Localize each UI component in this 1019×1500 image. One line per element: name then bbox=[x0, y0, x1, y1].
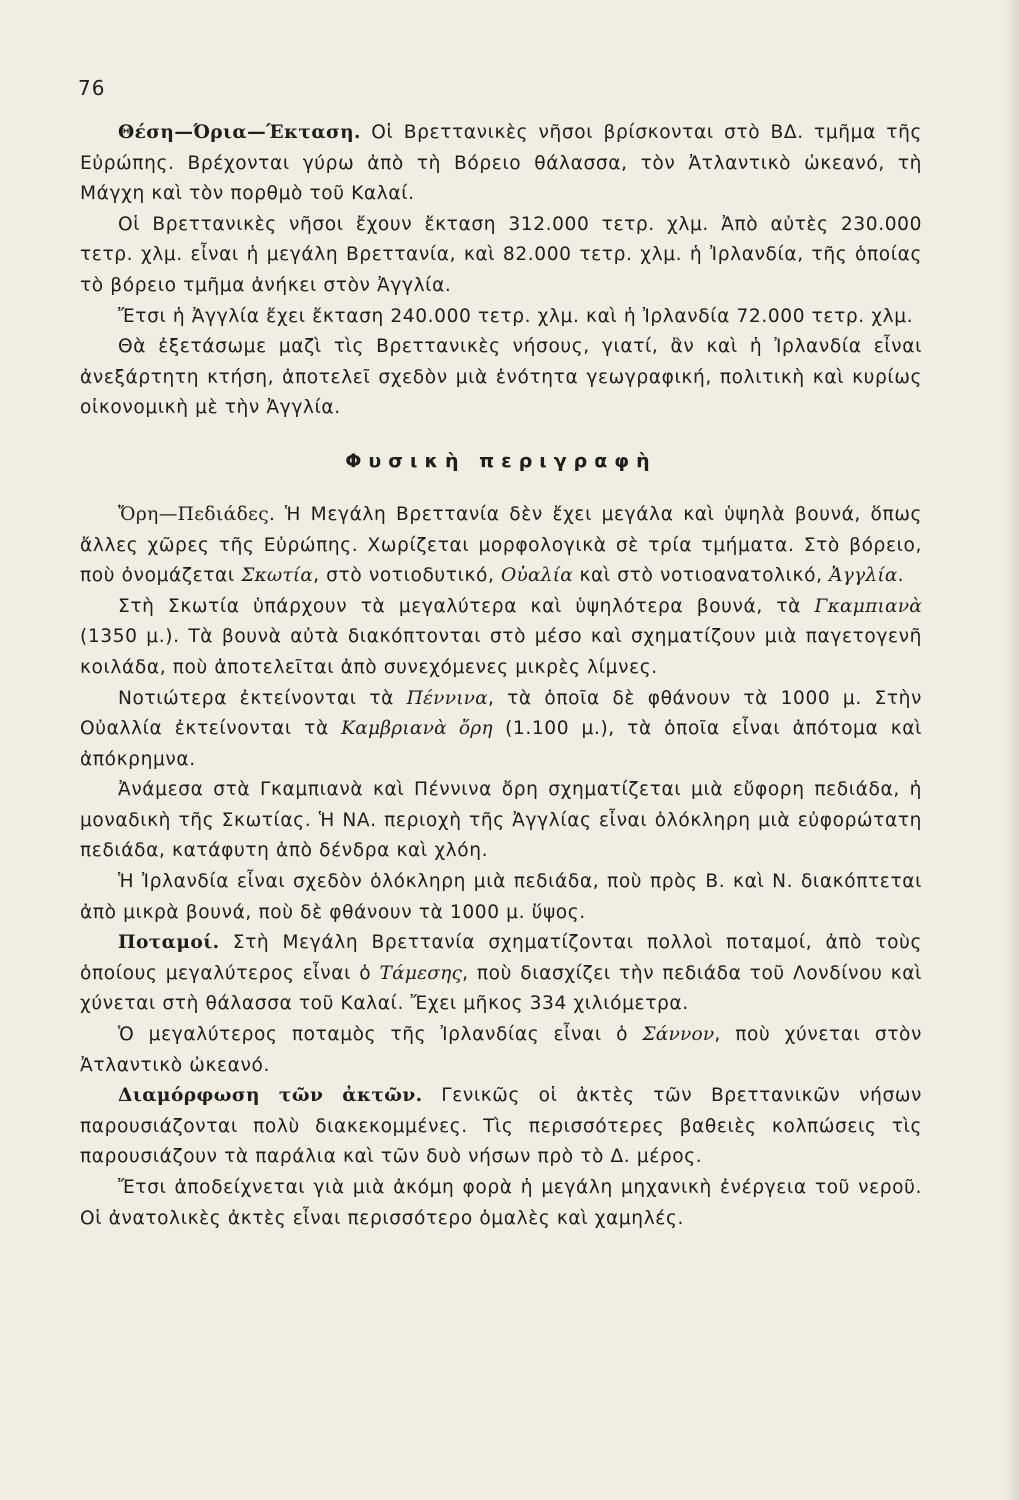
paragraph-text: Οἱ Βρεττανικὲς νῆσοι βρίσκονται στὸ ΒΔ. τμῆμα τῆς Εὐρώπης. Βρέχονται γύρω ἀπὸ τὴ Βόρειο θάλασσα, τὸν Ἀτλαντικὸ ὠκεανό, τὴ Μάγχη καὶ τὸν πορθμὸ τοῦ Καλαί. bbox=[80, 122, 922, 205]
italic-term: Γκαμπιανὰ bbox=[814, 595, 922, 617]
paragraph-text: (1350 μ.). Τὰ βουνὰ αὐτὰ διακόπτονται στὸ μέσο καὶ σχηματίζουν μιὰ παγετογενῆ κοιλάδα, ποὺ ἀποτελεῖται ἀπὸ συνεχόμενες μικρὲς λίμνες. bbox=[80, 626, 922, 678]
run-in-heading-location: Θέση—Όρια—Έκταση. bbox=[118, 122, 361, 143]
paragraph-text: Ἔτσι ἡ Ἀγγλία ἔχει ἔκταση 240.000 τετρ. χλμ. καὶ ἡ Ἰρλανδία 72.000 τετρ. χλμ. bbox=[118, 305, 914, 327]
paragraph-text: Ἀνάμεσα στὰ Γκαμπιανὰ καὶ Πέννινα ὄρη σχηματίζεται μιὰ εὔφορη πεδιάδα, ἡ μοναδικὴ τῆς Σκωτίας. Ἡ ΝΑ. περιοχὴ τῆς Ἀγγλίας εἶναι ὁλόκληρη μιὰ εὐφορώτατη πεδιάδα, κατάφυτη ἀπὸ δένδρα καὶ χλόη. bbox=[80, 779, 922, 862]
paragraph-text: καὶ στὸ νοτιοανατολικό, bbox=[572, 565, 830, 587]
paragraph-text: Οἱ Βρεττανικὲς νῆσοι ἔχουν ἔκταση 312.000 τετρ. χλμ. Ἀπὸ αὐτὲς 230.000 τετρ. χλμ. εἶναι ἡ μεγάλη Βρεττανία, καὶ 82.000 τετρ. χλμ. ἡ Ἰρλανδία, τῆς ὁποίας τὸ βόρειο τμῆμα ἀνήκει στὸν Ἀγγλία. bbox=[80, 213, 922, 296]
paragraph-shannon bbox=[80, 1020, 922, 1081]
paragraph-location bbox=[80, 118, 922, 210]
paragraph-text: (1.100 μ.), τὰ ὁποῖα εἶναι ἀπότομα καὶ ἀπόκρημνα. bbox=[80, 718, 922, 770]
paragraph-area-totals bbox=[80, 302, 922, 333]
paragraph-rivers bbox=[80, 928, 922, 1020]
paragraph-text: . bbox=[897, 565, 905, 587]
italic-term: Ἀγγλία bbox=[829, 565, 898, 587]
italic-term: Καμβριανὰ ὄρη bbox=[341, 718, 493, 740]
paragraph-text: , ποὺ διασχίζει τὴν πεδιάδα τοῦ Λονδίνου καὶ χύνεται στὴ θάλασσα τοῦ Καλαί. Ἔχει μῆκος 334 χιλιόμετρα. bbox=[80, 962, 922, 1015]
section-heading-physical-description: Φυσικὴ περιγραφὴ bbox=[345, 449, 657, 472]
paragraph-text: Νοτιώτερα ἐκτείνονται τὰ bbox=[118, 687, 407, 709]
run-in-heading-rivers: Ποταμοί. bbox=[118, 932, 220, 954]
paragraph-scope bbox=[80, 332, 922, 424]
paragraph-coasts bbox=[80, 1081, 922, 1173]
paragraph-erosion bbox=[80, 1173, 922, 1234]
paragraph-text: Ἡ Μεγάλη Βρεττανία δὲν ἔχει μεγάλα καὶ ὑψηλὰ βουνά, ὅπως ἄλλες χῶρες τῆς Εὐρώπης. Χωρίζεται μορφολογικὰ σὲ τρία τμήματα. Στὸ βόρειο, ποὺ ὀνομάζεται bbox=[80, 503, 922, 587]
italic-term: Πέννινα bbox=[406, 687, 488, 709]
paragraph-text: Γενικῶς οἱ ἀκτὲς τῶν Βρεττανικῶν νήσων παρουσιάζονται πολὺ διακεκομμένες. Τὶς περισσότερες βαθειὲς κολπώσεις τὶς παρουσιάζουν τὰ παράλια καὶ τῶν δυὸ νήσων πρὸ τὸ Δ. μέρος. bbox=[80, 1085, 923, 1168]
italic-term: Οὐαλία bbox=[501, 565, 573, 587]
paragraph-text: , ποὺ χύνεται στὸν Ἀτλαντικὸ ὠκεανό. bbox=[80, 1024, 922, 1076]
paragraph-ireland bbox=[80, 867, 922, 928]
paragraph-text: Θὰ ἐξετάσωμε μαζὶ τὶς Βρεττανικὲς νήσους, γιατί, ἂν καὶ ἡ Ἰρλανδία εἶναι ἀνεξάρτητη κτήση, ἀποτελεῖ σχεδὸν μιὰ ἑνότητα γεωγραφική, πολιτικὴ καὶ κυρίως οἰκονομικὴ μὲ τὴν Ἀγγλία. bbox=[80, 336, 922, 419]
page-body bbox=[80, 118, 922, 1234]
paragraph-mountains-plains bbox=[80, 500, 922, 592]
page-number: 76 bbox=[78, 76, 106, 100]
paragraph-text: Στὴ Μεγάλη Βρεττανία σχηματίζονται πολλοὶ ποταμοί, ἀπὸ τοὺς ὁποίους μεγαλύτερος εἶναι ὁ bbox=[80, 932, 922, 984]
paragraph-text: Στὴ Σκωτία ὑπάρχουν τὰ μεγαλύτερα καὶ ὑψηλότερα βουνά, τὰ bbox=[118, 595, 815, 617]
italic-term: Τάμεσης bbox=[379, 962, 463, 984]
page-edge-shadow bbox=[1005, 0, 1019, 1500]
paragraph-pennines bbox=[80, 684, 922, 776]
paragraph-text: Ἔτσι ἀποδείχνεται γιὰ μιὰ ἀκόμη φορὰ ἡ μεγάλη μηχανικὴ ἐνέργεια τοῦ νεροῦ. Οἱ ἀνατολικὲς ἀκτὲς εἶναι περισσότερο ὁμαλὲς καὶ χαμηλές. bbox=[80, 1177, 922, 1229]
run-in-heading-mountains: Ὄρη—Πεδιάδες. bbox=[118, 503, 276, 525]
paragraph-text: , τὰ ὁποῖα δὲ φθάνουν τὰ 1000 μ. Στὴν Οὐαλλία ἐκτείνονται τὰ bbox=[80, 687, 923, 740]
paragraph-text: , στὸ νοτιοδυτικό, bbox=[313, 565, 502, 587]
run-in-heading-coasts: Διαμόρφωση τῶν ἀκτῶν. bbox=[118, 1085, 423, 1107]
paragraph-plains bbox=[80, 775, 922, 867]
paragraph-text: Ἡ Ἰρλανδία εἶναι σχεδὸν ὁλόκληρη μιὰ πεδιάδα, ποὺ πρὸς Β. καὶ Ν. διακόπτεται ἀπὸ μικρὰ βουνά, ποὺ δὲ φθάνουν τὰ 1000 μ. ὕψος. bbox=[80, 871, 922, 923]
paragraph-area bbox=[80, 210, 922, 302]
paragraph-text: Ὁ μεγαλύτερος ποταμὸς τῆς Ἰρλανδίας εἶναι ὁ bbox=[118, 1024, 643, 1046]
paragraph-scotland bbox=[80, 592, 922, 684]
italic-term: Σκωτία bbox=[241, 565, 314, 587]
italic-term: Σάννον bbox=[642, 1024, 715, 1046]
